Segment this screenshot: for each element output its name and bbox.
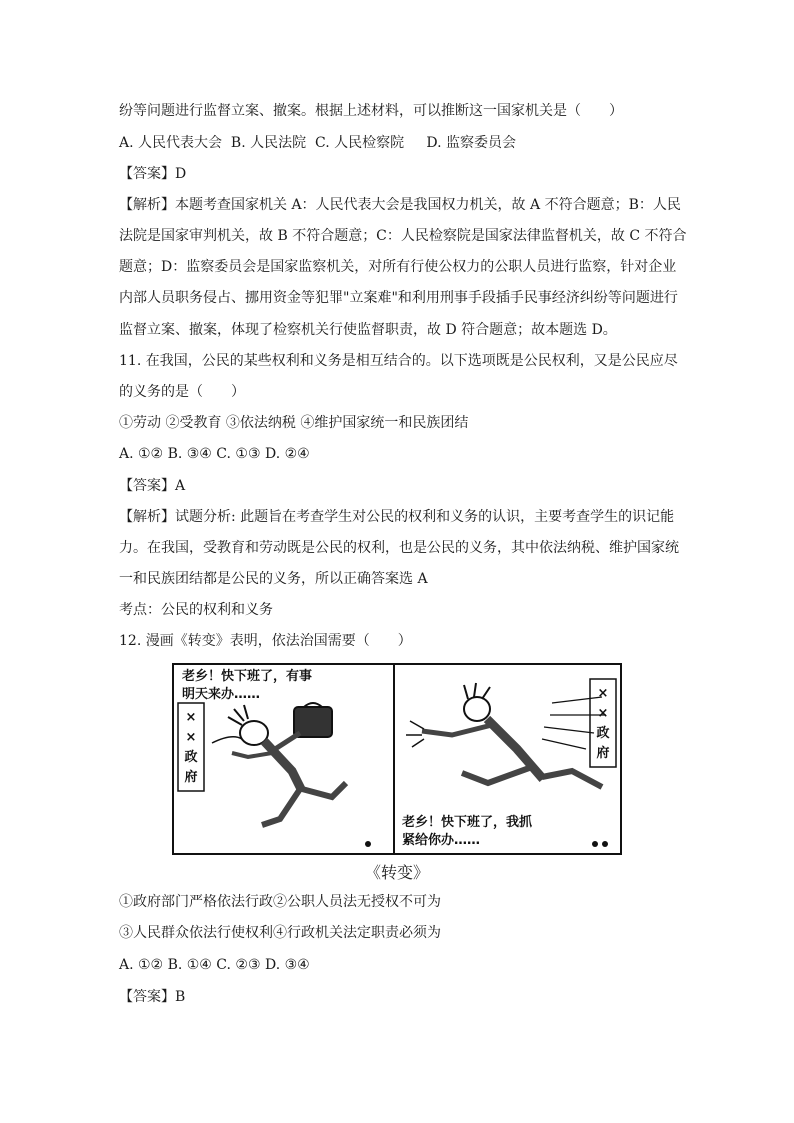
analysis-line-4: 内部人员职务侵占、挪用资金等犯罪"立案难"和利用刑事手段插手民事经济纠纷等问题进行 <box>119 290 678 306</box>
right-speech-line-1: 老乡！快下班了，我抓 <box>402 815 533 830</box>
question-11-items: ①劳动 ②受教育 ③依法纳税 ④维护国家统一和民族团结 <box>119 415 469 431</box>
analysis-line-1: 【解析】本题考查国家机关 A：人民代表大会是我国权力机关，故 A 不符合题意；B：人民 <box>119 197 681 213</box>
knowledge-point: 考点：公民的权利和义务 <box>119 602 273 618</box>
question-12-items-1: ①政府部门严格依法行政②公职人员法无授权不可为 <box>119 894 441 910</box>
left-sign-char-2: × <box>185 730 197 745</box>
option-d: D. 监察委员会 <box>426 135 517 151</box>
left-speech-line-2: 明天来办…… <box>182 687 261 702</box>
answer-q10: 【答案】D <box>119 166 187 182</box>
option-b: B. 人民法院 <box>230 135 307 151</box>
analysis-q11-line-1: 【解析】试题分析: 此题旨在考查学生对公民的权利和义务的认识，主要考查学生的识记能 <box>119 509 675 525</box>
comic-caption: 《转变》 <box>364 863 429 882</box>
left-speech-line-1: 老乡！快下班了，有事 <box>182 669 313 684</box>
right-sign-char-3: 政 <box>596 726 610 741</box>
analysis-line-3: 题意；D：监察委员会是国家监察机关，对所有行使公权力的公职人员进行监察，针对企业 <box>119 259 677 275</box>
options-line-q10 <box>119 133 516 153</box>
question-11-line-1: 11. 在我国，公民的某些权利和义务是相互结合的。以下选项既是公民权利，又是公民应尽 <box>119 353 678 369</box>
right-panel-dot-2 <box>602 841 608 847</box>
analysis-q11-line-2: 力。在我国，受教育和劳动既是公民的权利，也是公民的义务，其中依法纳税、维护国家统 <box>119 540 679 556</box>
left-sign-char-4: 府 <box>184 770 198 785</box>
right-sign-char-1: × <box>597 686 609 701</box>
option-c: C. 人民检察院 <box>315 135 405 151</box>
analysis-q11-line-3: 一和民族团结都是公民的义务，所以正确答案选 A <box>119 571 428 587</box>
right-speech-line-2: 紧给你办…… <box>402 833 481 848</box>
right-panel-dot-1 <box>592 841 598 847</box>
question-11-line-2: 的义务的是（ ） <box>119 384 245 400</box>
analysis-line-5: 监督立案、撤案，体现了检察机关行使监督职责，故 D 符合题意；故本题选 D。 <box>119 322 617 338</box>
left-panel-dot <box>365 841 371 847</box>
right-sign-char-2: × <box>597 706 609 721</box>
question-11-options: A. ①② B. ③④ C. ①③ D. ②④ <box>119 446 310 462</box>
briefcase-icon <box>294 707 332 737</box>
text-line-1: 纷等问题进行监督立案、撤案。根据上述材料，可以推断这一国家机关是（ ） <box>119 103 623 119</box>
option-a: A. 人民代表大会 <box>119 135 223 151</box>
left-sign-char-1: × <box>185 710 197 725</box>
answer-q12: 【答案】B <box>119 989 186 1005</box>
question-12-items-2: ③人民群众依法行使权利④行政机关法定职责必须为 <box>119 925 441 941</box>
comic-zhuanbian <box>172 663 622 855</box>
right-government-sign <box>590 679 616 767</box>
analysis-line-2: 法院是国家审判机关，故 B 不符合题意；C：人民检察院是国家法律监督机关，故 C 不符合 <box>119 228 687 244</box>
question-12-options: A. ①② B. ①④ C. ②③ D. ③④ <box>119 957 310 973</box>
left-government-sign <box>178 703 204 791</box>
question-12: 12. 漫画《转变》表明，依法治国需要（ ） <box>119 633 412 649</box>
left-sign-char-3: 政 <box>184 750 198 765</box>
answer-q11: 【答案】A <box>119 478 186 494</box>
right-sign-char-4: 府 <box>596 746 610 761</box>
